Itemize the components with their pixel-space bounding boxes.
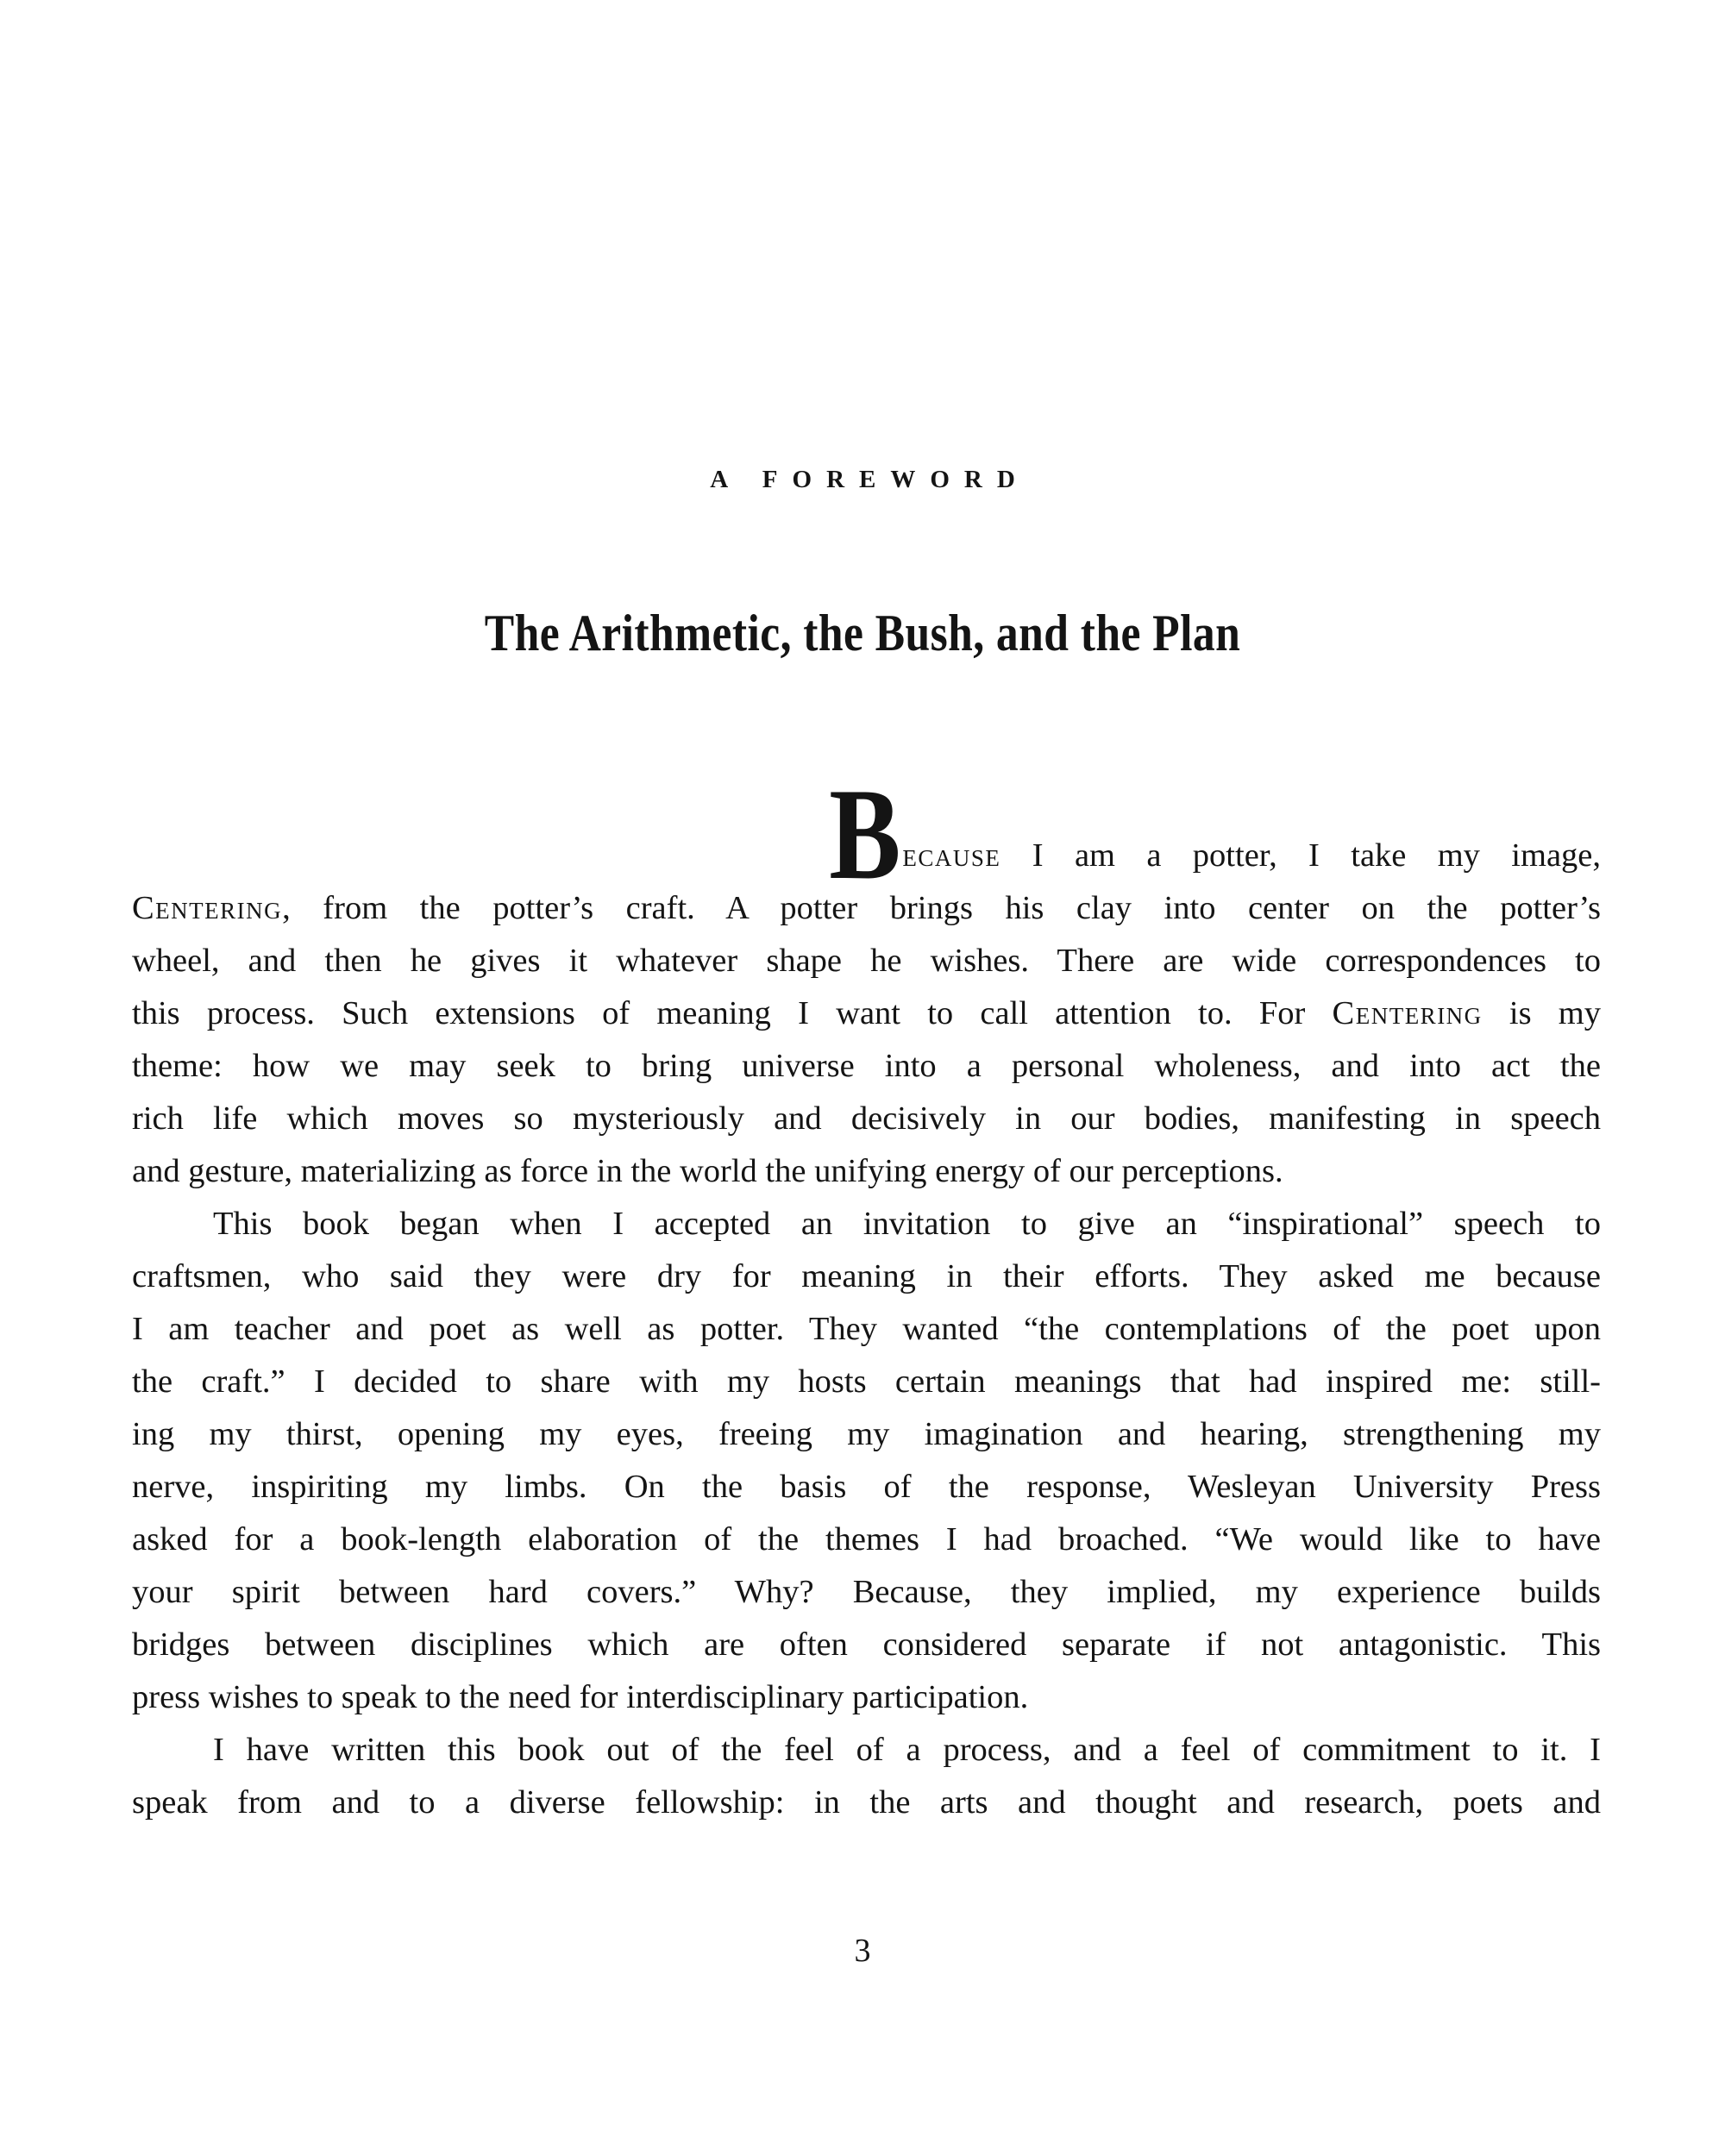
body-text [132, 761, 1601, 1829]
text-line: your spirit between hard covers.” Why? Because, they implied, my experience builds [132, 1574, 1601, 1610]
text-line: Centering, from the potter’s craft. A potter brings his clay into center on the potter’s [132, 890, 1601, 926]
text-line: This book began when I accepted an invitation to give an “inspirational” speech to [213, 1206, 1601, 1242]
text-line: I have written this book out of the feel of a process, and a feel of commitment to it. I [213, 1732, 1601, 1768]
text-line: the craft.” I decided to share with my hosts certain meanings that had inspired me: still- [132, 1363, 1601, 1400]
small-caps-word: Centering [1332, 995, 1483, 1031]
text-line: rich life which moves so mysteriously and decisively in our bodies, manifesting in speech [132, 1100, 1601, 1137]
text-line: speak from and to a diverse fellowship: in the arts and thought and research, poets and [132, 1784, 1601, 1821]
text-line: ing my thirst, opening my eyes, freeing my imagination and hearing, strengthening my [132, 1416, 1601, 1452]
text-line: asked for a book-length elaboration of the themes I had broached. “We would like to have [132, 1521, 1601, 1557]
text-line: craftsmen, who said they were dry for meaning in their efforts. They asked me because [132, 1258, 1601, 1294]
chapter-title: The Arithmetic, the Bush, and the Plan [484, 605, 1241, 661]
text-line: this process. Such extensions of meaning I want to call attention to. For Centering is my [132, 995, 1601, 1031]
text-line: press wishes to speak to the need for interdisciplinary participation. [132, 1679, 1029, 1715]
text-line: wheel, and then he gives it whatever shape he wishes. There are wide correspondences to [132, 943, 1601, 979]
small-caps-word: Centering [132, 890, 283, 926]
drop-cap: B [829, 761, 901, 906]
small-caps-word: ecause [902, 837, 1001, 874]
text-line: theme: how we may seek to bring universe into a personal wholeness, and into act the [132, 1048, 1601, 1084]
page-number: 3 [854, 1933, 871, 1969]
text-line: nerve, inspiriting my limbs. On the basis of the response, Wesleyan University Press [132, 1469, 1601, 1505]
section-label: A FOREWORD [710, 466, 1030, 493]
text-line: I am teacher and poet as well as potter. They wanted “the contemplations of the poet upon [132, 1311, 1601, 1347]
text-line: bridges between disciplines which are often considered separate if not antagonistic. This [132, 1626, 1601, 1663]
text-line: and gesture, materializing as force in the world the unifying energy of our perceptions. [132, 1153, 1283, 1189]
first-line [132, 761, 1601, 906]
first-line-rest-text: I am a potter, I take my image, [1000, 837, 1601, 874]
first-line-text [902, 830, 1601, 882]
